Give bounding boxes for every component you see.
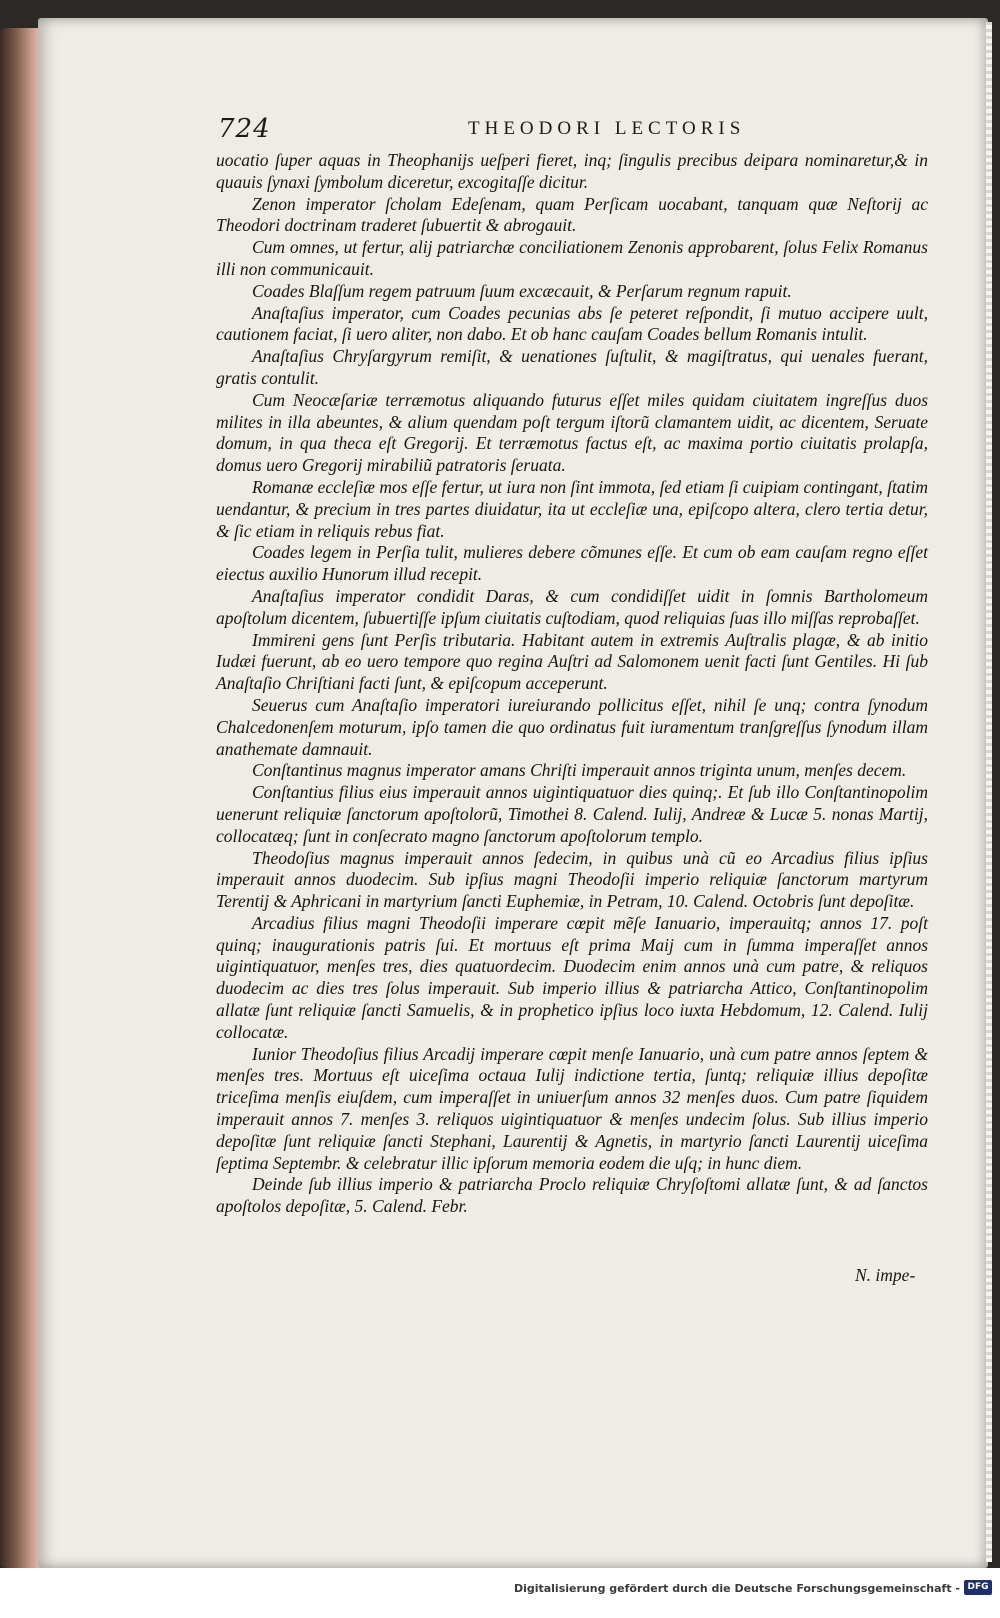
running-head bbox=[218, 114, 928, 152]
paragraph-7: Cum Neocæſariæ terræmotus aliquando futurus eſſet miles quidam ciuitatem ingreſſus duos milites in illa abeuntes, & alium quendam poſt tergum iſtorũ clamantem uidit, ac dicentem, Seruate domum, in qua theca eſt Gregorij. Et terræmotus factus eſt, ac maxima portio ciuitatis prolapſa, domus uero Gregorij mirabiliũ patratoris ſeruata. bbox=[216, 389, 928, 476]
paragraph-5: Anaſtaſius imperator, cum Coades pecunias abs ſe peteret reſpondit, ſi mutuo accipere uult, cautionem faciat, ſi uero aliter, non dabo. Et ob hanc cauſam Coades bellum Romanis intulit. bbox=[216, 302, 928, 345]
paragraph-17: Iunior Theodoſius filius Arcadij imperare cœpit menſe Ianuario, unà cum patre annos ſeptem & menſes tres. Mortuus eſt uiceſima octaua Iulij indictione tertia, ſuntq; reliquiæ illius depoſitæ triceſima menſis eiuſdem, cum imperaſſet in uniuerſum annos 32 menſes duos. Cum patre ſiquidem imperauit annos 7. menſes 3. reliquos uigintiquatuor & menſes undecim ſolus. Sub illius imperio depoſitæ ſunt reliquiæ ſancti Stephani, Laurentij & Agnetis, in martyrio ſancti Laurentij uiceſima ſeptima Septembr. & celebratur illic ipſorum memoria eodem die uſq; in hunc diem. bbox=[216, 1043, 928, 1173]
page-number: 724 bbox=[218, 114, 271, 144]
paragraph-11: Immireni gens ſunt Perſis tributaria. Habitant autem in extremis Auſtralis plagæ, & ab initio Iudæi fuerunt, ab eo uero tempore quo regina Auſtri ad Salomonem uenit facti ſunt Gentiles. Hi ſub Anaſtaſio Chriſtiani facti ſunt, & epiſcopum acceperunt. bbox=[216, 629, 928, 694]
paragraph-9: Coades legem in Perſia tulit, mulieres debere cõmunes eſſe. Et cum ob eam cauſam regno eſſet eiectus auxilio Hunorum illud recepit. bbox=[216, 542, 928, 585]
page-edge bbox=[986, 22, 992, 1562]
paragraph-16: Arcadius filius magni Theodoſii imperare cœpit mẽſe Ianuario, imperauitq; annos 17. poſt quinq; inaugurationis patris ſui. Et mortuus eſt prima Maij cum in ſumma imperaſſet annos uigintiquatuor, menſes tres, dies quatuordecim. Duodecim enim annos unà cum patre, & reliquos duodecim ac dies tres ſolus imperauit. Sub imperio illius & patriarcha Attico, Conſtantinopolim allatæ ſunt reliquiæ ſancti Samuelis, & in prophetico ipſius loco iuxta Hebdomum, 12. Calend. Iulij collocatæ. bbox=[216, 912, 928, 1042]
digitization-credit: Digitalisierung gefördert durch die Deutsche Forschungsgemeinschaft - bbox=[513, 1582, 960, 1595]
paragraph-4: Coades Blaſſum regem patruum ſuum excæcauit, & Perſarum regnum rapuit. bbox=[252, 280, 792, 301]
paragraph-13: Conſtantinus magnus imperator amans Chriſti imperauit annos triginta unum, menſes decem. bbox=[252, 760, 907, 781]
dfg-logo: DFG bbox=[964, 1580, 992, 1595]
footer-bar bbox=[0, 1568, 1000, 1618]
paragraph-14: Conſtantius filius eius imperauit annos uigintiquatuor dies quinq;. Et ſub illo Conſtantinopolim uenerunt reliquiæ ſanctorum apoſtolorũ, Timothei 8. Calend. Iulij, Andreæ & Lucæ 5. nonas Martij, collocatæq; ſunt in conſecrato magno ſanctorum apoſtolorum templo. bbox=[216, 782, 928, 846]
paragraph-3: Cum omnes, ut fertur, alij patriarchæ conciliationem Zenonis approbarent, ſolus Felix Romanus illi non communicauit. bbox=[216, 237, 928, 279]
paragraph-10: Anaſtaſius imperator condidit Daras, & cum condidiſſet uidit in ſomnis Bartholomeum apoſtolum dicentem, ſubuertiſſe ipſum ciuitatis cuſtodiam, quod reliquias ſuas illo miſſas reprobaſſet. bbox=[216, 585, 928, 628]
paragraph-8: Romanæ eccleſiæ mos eſſe fertur, ut iura non ſint immota, ſed etiam ſi cuipiam contingant, ſtatim uendantur, & precium in tres partes diuidatur, ita ut eccleſiæ una, epiſcopo altera, clero tertia detur, & ſic etiam in reliquis rebus fiat. bbox=[216, 476, 928, 541]
paragraph-18: Deinde ſub illius imperio & patriarcha Proclo reliquiæ Chryſoſtomi allatæ ſunt, & ad ſanctos apoſtolos depoſitæ, 5. Calend. Febr. bbox=[216, 1174, 928, 1217]
paragraph-2: Zenon imperator ſcholam Edeſenam, quam Perſicam uocabant, tanquam quæ Neſtorij ac Theodori doctrinam traderet ſubuertit & abrogauit. bbox=[216, 193, 928, 236]
paragraph-12: Seuerus cum Anaſtaſio imperatori iureiurando pollicitus eſſet, nihil ſe unq; contra ſynodum Chalcedonenſem moturum, ipſo tamen die quo ordinatus fuit iuramentum tranſgreſſus ſynodum illam anathemate damnauit. bbox=[216, 694, 928, 759]
catchword: N. impe- bbox=[855, 1265, 916, 1285]
paragraph-6: Anaſtaſius Chryſargyrum remiſit, & uenationes ſuſtulit, & magiſtratus, qui uenales fuerant, gratis contulit. bbox=[216, 346, 928, 388]
running-title: THEODORI LECTORIS bbox=[468, 118, 746, 139]
paragraph-1: uocatio ſuper aquas in Theophanijs ueſperi fieret, inq; ſingulis precibus deipara nominaretur,& in quauis ſynaxi ſymbolum diceretur, excogitaſſe dicitur. bbox=[216, 150, 928, 192]
paragraph-15: Theodoſius magnus imperauit annos ſedecim, in quibus unà cũ eo Arcadius filius ipſius imperauit annos duodecim. Sub ipſius magni Theodoſii imperio reliquiæ ſanctorum martyrum Terentij & Aphricani in martyrium ſancti Euphemiæ, in Petram, 10. Calend. Octobris ſunt depoſitæ. bbox=[216, 847, 928, 912]
text-block bbox=[216, 150, 928, 1218]
